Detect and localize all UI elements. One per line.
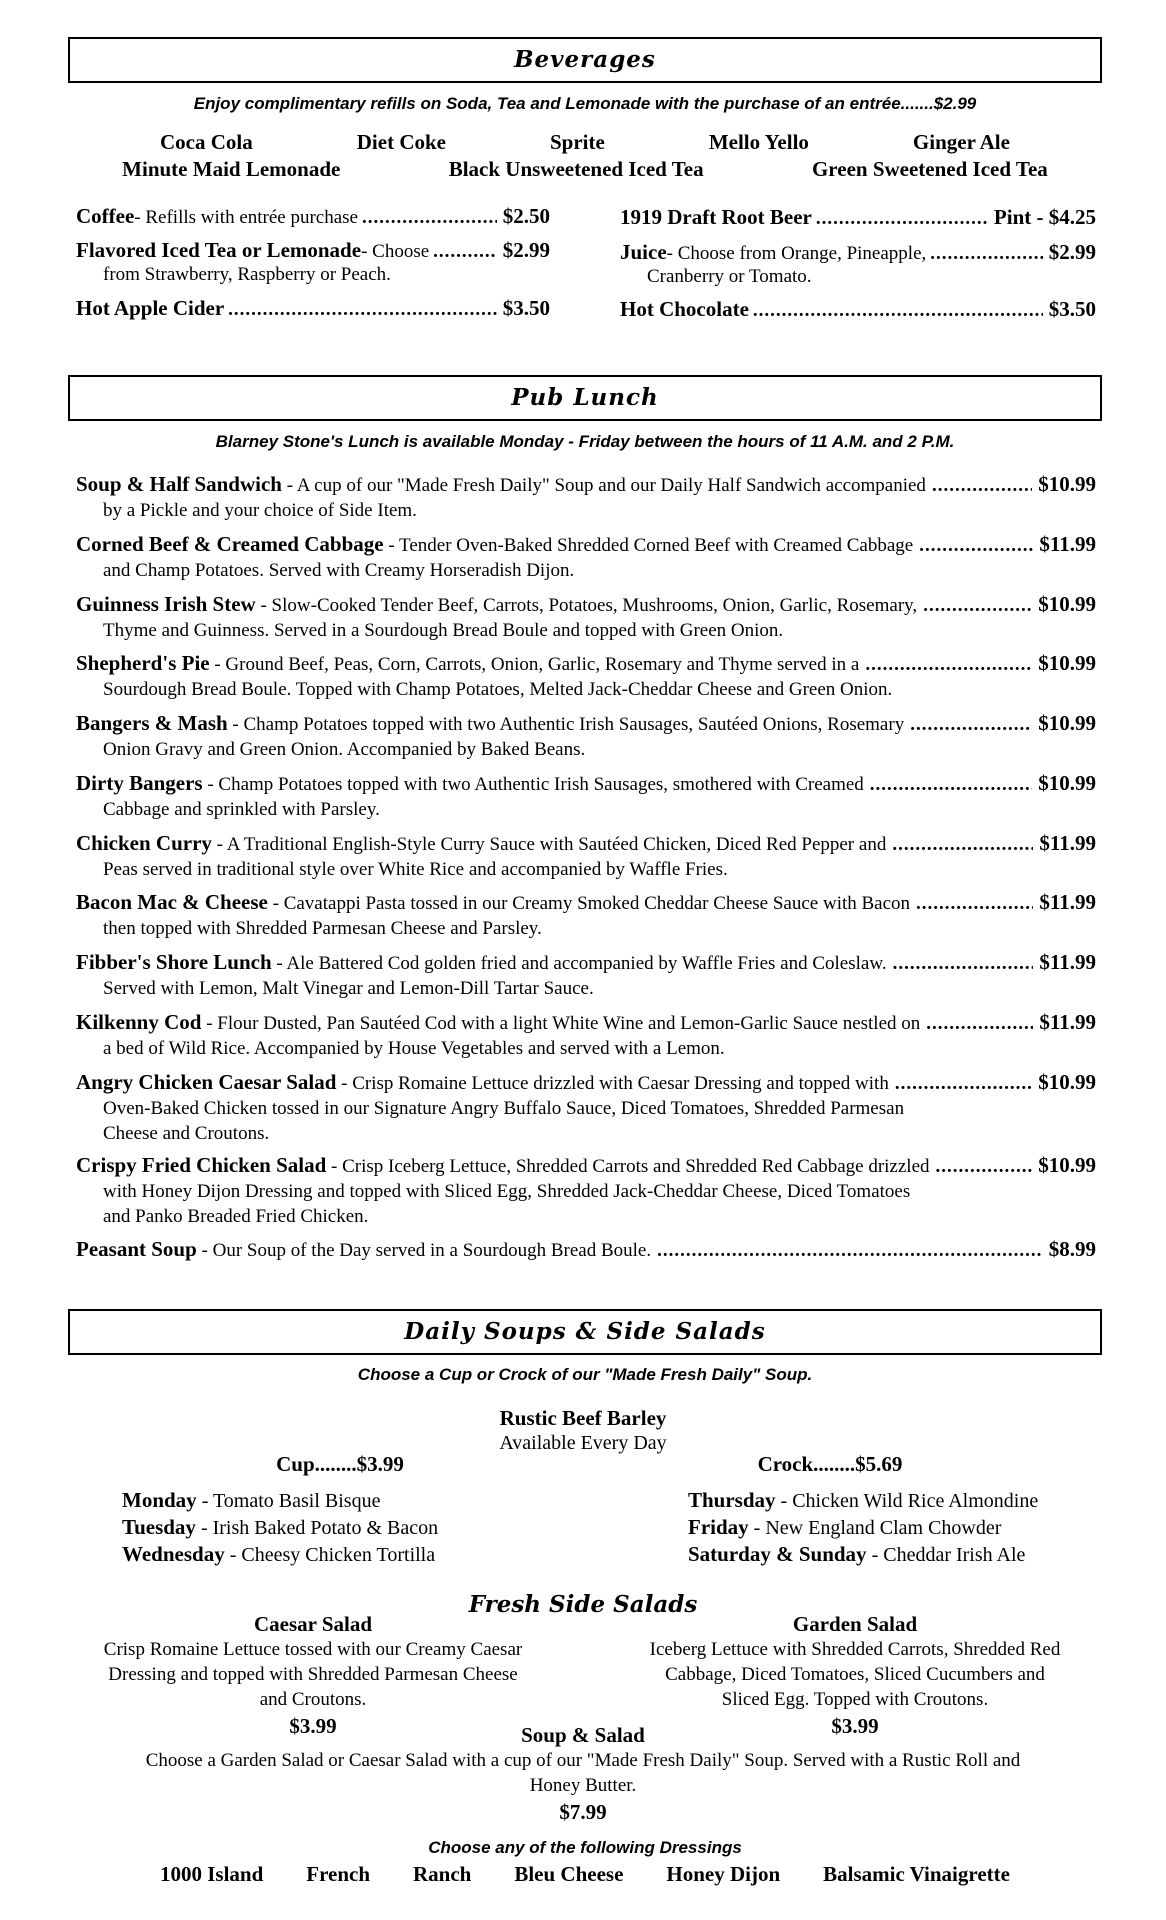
pub-item-name: Crispy Fried Chicken Salad (76, 1153, 327, 1177)
pub-item (76, 532, 1096, 583)
pub-item-name: Guinness Irish Stew (76, 592, 256, 616)
pub-item-desc: - Flour Dusted, Pan Sautéed Cod with a light White Wine and Lemon-Garlic Sauce nestled on (201, 1013, 921, 1034)
dressing-french: French (306, 1862, 371, 1886)
bev-root-beer: 1919 Draft Root Beer ..... Pint - $4.25 (620, 206, 1096, 230)
garden-salad: Garden Salad Iceberg Lettuce with Shredded Carrots, Shredded Red Cabbage, Diced Tomatoes, Sliced Cucumbers and Sliced Egg. Topped with Croutons. $3.99 (612, 1612, 1098, 1739)
dressing-bleu-cheese: Bleu Cheese (514, 1862, 624, 1886)
beverages-title: Beverages (514, 46, 656, 73)
pub-item-desc-cont: and Panko Breaded Fried Chicken. (103, 1206, 369, 1227)
drink-mello-yello: Mello Yello (708, 130, 809, 154)
pub-lunch-title: Pub Lunch (511, 384, 659, 411)
soup-wednesday: Wednesday - Cheesy Chicken Tortilla (122, 1542, 436, 1566)
pub-item-price: $10.99 (1038, 771, 1096, 795)
bev-juice: Juice - Choose from Orange, Pineapple, ..... $2.99 Cranberry or Tomato. (620, 241, 1096, 288)
pub-item-price: $11.99 (1039, 532, 1096, 556)
pub-item (76, 890, 1096, 941)
soup-thursday: Thursday - Chicken Wild Rice Almondine (688, 1488, 1039, 1512)
soup-days-right (688, 1487, 1038, 1568)
dressing-balsamic: Balsamic Vinaigrette (823, 1862, 1010, 1886)
soda-row-2 (68, 157, 1102, 182)
pub-lunch-header (68, 375, 1102, 421)
pub-item (76, 651, 1096, 702)
pub-item (76, 1010, 1096, 1061)
side-salads-heading: Fresh Side Salads (468, 1591, 698, 1618)
dressing-honey-dijon: Honey Dijon (666, 1862, 781, 1886)
drink-lemonade: Minute Maid Lemonade (122, 157, 341, 181)
soup-and-salad: Soup & Salad Choose a Garden Salad or Caesar Salad with a cup of our "Made Fresh Daily" Soup. Served with a Rustic Roll and Honey Butter. $7.99 (70, 1723, 1096, 1825)
pub-item (76, 831, 1096, 882)
pub-item-name: Soup & Half Sandwich (76, 472, 282, 496)
bev-flavored-iced-tea: Flavored Iced Tea or Lemonade - Choose ..... $2.99 from Strawberry, Raspberry or Peach. (76, 239, 550, 286)
pub-item-desc: - Tender Oven-Baked Shredded Corned Beef with Creamed Cabbage (383, 535, 914, 556)
pub-item-desc: - Cavatappi Pasta tossed in our Creamy Smoked Cheddar Cheese Sauce with Bacon (267, 893, 911, 914)
pub-item-name: Fibber's Shore Lunch (76, 950, 272, 974)
pub-item-desc: - Champ Potatoes topped with two Authentic Irish Sausages, Sautéed Onions, Rosemary (227, 714, 905, 735)
dressings-intro: Choose any of the following Dressings (428, 1838, 742, 1857)
pub-item-price: $11.99 (1039, 890, 1096, 914)
bev-hot-chocolate: Hot Chocolate ..... $3.50 (620, 298, 1096, 322)
pub-item-desc: - Crisp Iceberg Lettuce, Shredded Carrots and Shredded Red Cabbage drizzled (326, 1156, 930, 1177)
beverages-header (68, 37, 1102, 83)
beverages-intro: Enjoy complimentary refills on Soda, Tea and Lemonade with the purchase of an entrée.......$2.99 (193, 94, 977, 113)
soup-monday: Monday - Tomato Basil Bisque (122, 1488, 381, 1512)
pub-item-name: Angry Chicken Caesar Salad (76, 1070, 337, 1094)
pub-item (76, 1070, 1096, 1146)
pub-item-name: Kilkenny Cod (76, 1010, 202, 1034)
pub-item (76, 771, 1096, 822)
pub-item-desc: - A cup of our "Made Fresh Daily" Soup and our Daily Half Sandwich accompanied (281, 475, 926, 496)
pub-item-desc-cont: Thyme and Guinness. Served in a Sourdough Bread Boule and topped with Green Onion. (103, 620, 784, 641)
pub-item-price: $10.99 (1038, 1153, 1096, 1177)
pub-item-price: $10.99 (1038, 651, 1096, 675)
pub-item-price: $8.99 (1048, 1237, 1096, 1261)
pub-item-desc: - Slow-Cooked Tender Beef, Carrots, Potatoes, Mushrooms, Onion, Garlic, Rosemary, (255, 595, 918, 616)
pub-item-price: $11.99 (1039, 950, 1096, 974)
pub-item-desc: - Crisp Romaine Lettuce drizzled with Caesar Dressing and topped with (336, 1073, 889, 1094)
drink-ginger-ale: Ginger Ale (912, 130, 1010, 154)
soups-title: Daily Soups & Side Salads (404, 1318, 766, 1345)
pub-item-desc-cont: and Champ Potatoes. Served with Creamy Horseradish Dijon. (103, 560, 575, 581)
drink-diet-coke: Diet Coke (356, 130, 446, 154)
soup-friday: Friday - New England Clam Chowder (688, 1515, 1002, 1539)
pub-item-name: Shepherd's Pie (76, 651, 210, 675)
bev-hot-apple-cider: Hot Apple Cider ..... $3.50 (76, 297, 550, 321)
soda-row-1 (68, 130, 1102, 155)
feature-soup-name: Rustic Beef Barley (499, 1406, 667, 1430)
pub-item-desc-cont: Served with Lemon, Malt Vinegar and Lemon-Dill Tartar Sauce. (103, 978, 594, 999)
cup-price: Cup........$3.99 (276, 1452, 404, 1476)
pub-item-desc-cont: Peas served in traditional style over White Rice and accompanied by Waffle Fries. (103, 859, 728, 880)
pub-item-desc: - Ale Battered Cod golden fried and accompanied by Waffle Fries and Coleslaw. (271, 953, 887, 974)
soup-tuesday: Tuesday - Irish Baked Potato & Bacon (122, 1515, 439, 1539)
pub-item (76, 1237, 1096, 1263)
soup-and-salad-name: Soup & Salad (521, 1723, 645, 1747)
caesar-salad-price: $3.99 (289, 1714, 337, 1738)
caesar-salad: Caesar Salad Crisp Romaine Lettuce tossed with our Creamy Caesar Dressing and topped with Shredded Parmesan Cheese and Croutons. $3.99 (70, 1612, 556, 1739)
pub-item-desc: - A Traditional English-Style Curry Sauce with Sautéed Chicken, Diced Red Pepper and (211, 834, 887, 855)
pub-item-name: Dirty Bangers (76, 771, 203, 795)
pub-item-price: $10.99 (1038, 592, 1096, 616)
drink-sprite: Sprite (549, 130, 605, 154)
soup-days-left (122, 1487, 438, 1568)
garden-salad-name: Garden Salad (792, 1612, 918, 1636)
pub-item (76, 950, 1096, 1001)
bev-coffee: Coffee - Refills with entrée purchase ..... $2.50 (76, 205, 550, 229)
soup-and-salad-price: $7.99 (559, 1800, 607, 1824)
garden-salad-price: $3.99 (831, 1714, 879, 1738)
pub-item-name: Bangers & Mash (76, 711, 228, 735)
dressings-list (160, 1862, 1010, 1887)
pub-item-desc: - Ground Beef, Peas, Corn, Carrots, Onion, Garlic, Rosemary and Thyme served in a (209, 654, 860, 675)
pub-item-desc-cont: with Honey Dijon Dressing and topped with Sliced Egg, Shredded Jack-Cheddar Cheese, Diced Tomatoes (103, 1181, 911, 1202)
drink-black-tea: Black Unsweetened Iced Tea (448, 157, 704, 181)
drink-green-tea: Green Sweetened Iced Tea (811, 157, 1048, 181)
pub-item-desc-cont: Cheese and Croutons. (103, 1123, 270, 1144)
pub-item-desc-cont: Oven-Baked Chicken tossed in our Signature Angry Buffalo Sauce, Diced Tomatoes, Shredded Parmesan (103, 1098, 905, 1119)
pub-item-name: Bacon Mac & Cheese (76, 890, 268, 914)
drink-coca-cola: Coca Cola (160, 130, 253, 154)
pub-item-desc-cont: then topped with Shredded Parmesan Cheese and Parsley. (103, 918, 542, 939)
pub-item-desc-cont: Sourdough Bread Boule. Topped with Champ Potatoes, Melted Jack-Cheddar Cheese and Green Onion. (103, 679, 893, 700)
pub-item-desc-cont: a bed of Wild Rice. Accompanied by House Vegetables and served with a Lemon. (103, 1038, 725, 1059)
pub-item (76, 472, 1096, 523)
crock-price: Crock........$5.69 (757, 1452, 903, 1476)
pub-item-desc-cont: Onion Gravy and Green Onion. Accompanied by Baked Beans. (103, 739, 586, 760)
pub-lunch-intro: Blarney Stone's Lunch is available Monday - Friday between the hours of 11 A.M. and 2 P.M. (215, 432, 955, 451)
pub-item-desc-cont: Cabbage and sprinkled with Parsley. (103, 799, 380, 820)
pub-item-desc-cont: by a Pickle and your choice of Side Item. (103, 500, 417, 521)
feature-soup-note: Available Every Day (499, 1432, 667, 1454)
pub-item-price: $10.99 (1038, 472, 1096, 496)
pub-item (76, 711, 1096, 762)
dressing-ranch: Ranch (413, 1862, 472, 1886)
pub-item-name: Chicken Curry (76, 831, 212, 855)
soups-header (68, 1309, 1102, 1355)
pub-item-name: Peasant Soup (76, 1237, 197, 1261)
pub-item-price: $10.99 (1038, 711, 1096, 735)
pub-item-desc: - Champ Potatoes topped with two Authentic Irish Sausages, smothered with Creamed (202, 774, 864, 795)
soup-saturday-sunday: Saturday & Sunday - Cheddar Irish Ale (688, 1542, 1026, 1566)
pub-item (76, 1153, 1096, 1229)
pub-item-price: $11.99 (1039, 831, 1096, 855)
pub-item (76, 592, 1096, 643)
pub-item-desc: - Our Soup of the Day served in a Sourdough Bread Boule. (196, 1240, 652, 1261)
caesar-salad-name: Caesar Salad (253, 1612, 373, 1636)
dressing-1000-island: 1000 Island (160, 1862, 264, 1886)
soups-intro: Choose a Cup or Crock of our "Made Fresh Daily" Soup. (357, 1365, 813, 1384)
pub-item-price: $10.99 (1038, 1070, 1096, 1094)
pub-item-name: Corned Beef & Creamed Cabbage (76, 532, 384, 556)
pub-item-price: $11.99 (1039, 1010, 1096, 1034)
